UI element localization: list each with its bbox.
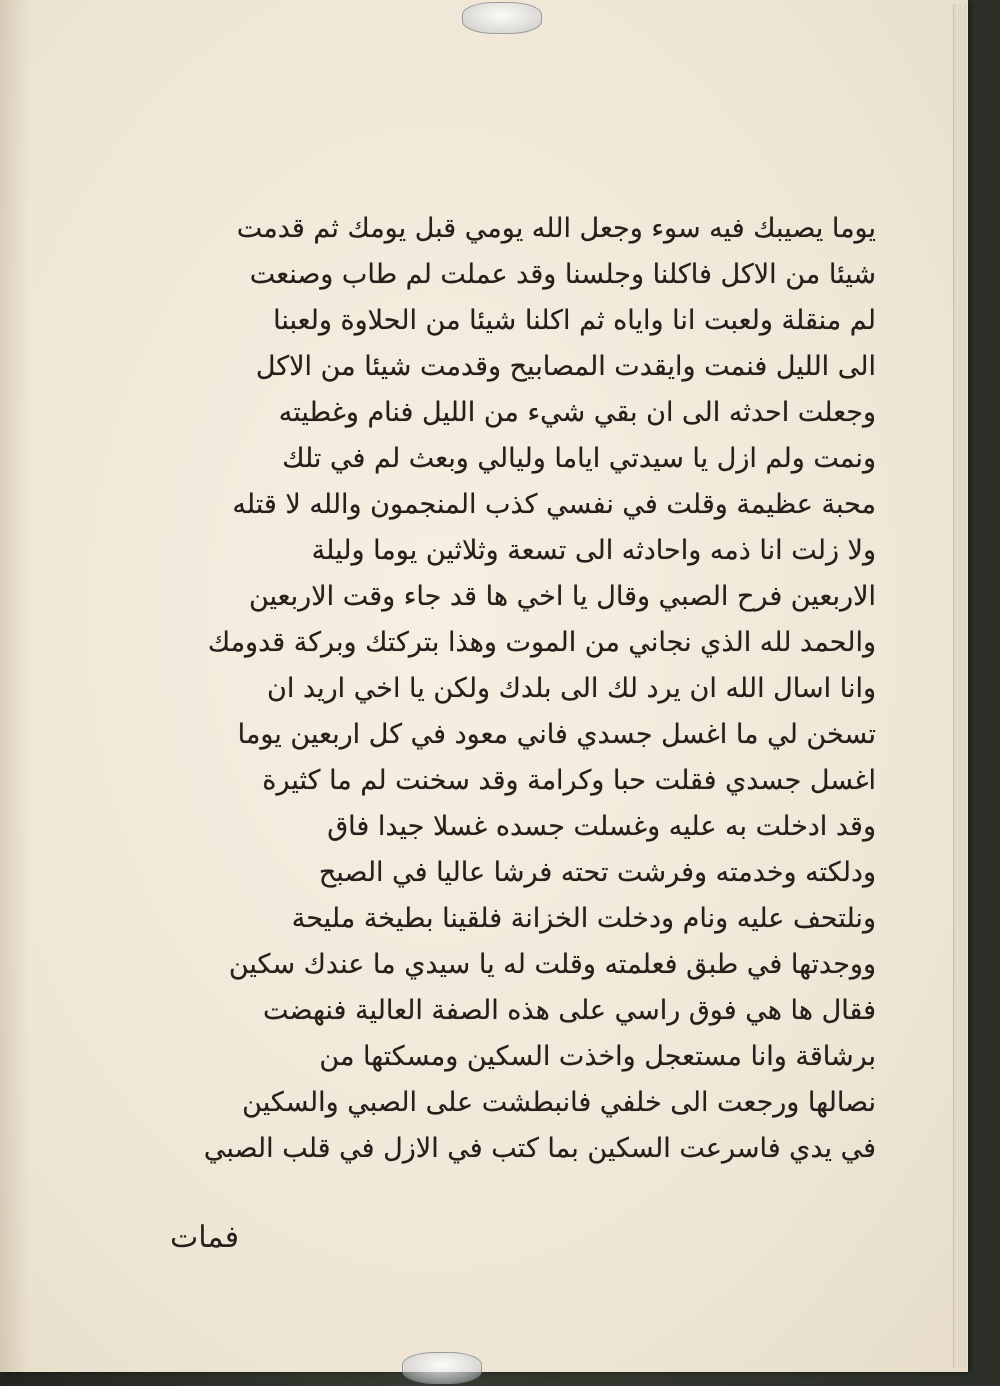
bottom-page-clip: [402, 1352, 482, 1384]
text-line: برشاقة وانا مستعجل واخذت السكين ومسكتها من: [319, 1041, 876, 1072]
text-line: ونمت ولم ازل يا سيدتي اياما وليالي وبعث لم في تلك: [282, 443, 876, 474]
manuscript-text: [112, 206, 876, 1172]
text-line: محبة عظيمة وقلت في نفسي كذب المنجمون والله لا قتله: [232, 489, 876, 520]
page-edges: [953, 4, 968, 1368]
text-line: في يدي فاسرعت السكين بما كتب في الازل في قلب الصبي: [203, 1133, 876, 1164]
text-line: يوما يصيبك فيه سوء وجعل الله يومي قبل يومك ثم قدمت: [236, 213, 876, 244]
text-line: لم منقلة ولعبت انا واياه ثم اكلنا شيئا من الحلاوة ولعبنا: [273, 305, 876, 336]
text-line: نصالها ورجعت الى خلفي فانبطشت على الصبي والسكين: [242, 1087, 876, 1118]
text-line: والحمد لله الذي نجاني من الموت وهذا بتركتك وبركة قدومك: [207, 627, 876, 658]
text-line: فقال ها هي فوق راسي على هذه الصفة العالية فنهضت: [263, 995, 876, 1026]
text-line: ووجدتها في طبق فعلمته وقلت له يا سيدي ما عندك سكين: [228, 949, 876, 980]
top-page-clip: [462, 2, 542, 34]
text-line: الاربعين فرح الصبي وقال يا اخي ها قد جاء وقت الاربعين: [248, 581, 876, 612]
text-line: اغسل جسدي فقلت حبا وكرامة وقد سخنت لم ما كثيرة: [262, 765, 876, 796]
text-line: الى الليل فنمت وايقدت المصابيح وقدمت شيئا من الاكل: [255, 351, 876, 382]
text-line: وجعلت احدثه الى ان بقي شيء من الليل فنام وغطيته: [278, 397, 876, 428]
text-line: وانا اسال الله ان يرد لك الى بلدك ولكن يا اخي اريد ان: [267, 673, 876, 704]
text-line: تسخن لي ما اغسل جسدي فاني معود في كل اربعين يوما: [237, 719, 876, 750]
text-line: ولا زلت انا ذمه واحادثه الى تسعة وثلاثين يوما وليلة: [311, 535, 876, 566]
text-line: وقد ادخلت به عليه وغسلت جسده غسلا جيدا فاق: [327, 811, 876, 842]
text-line: شيئا من الاكل فاكلنا وجلسنا وقد عملت لم طاب وصنعت: [249, 259, 876, 290]
text-line: ونلتحف عليه ونام ودخلت الخزانة فلقينا بطيخة مليحة: [291, 903, 876, 934]
catchword: فمات: [170, 1220, 240, 1255]
page-gutter: [0, 0, 30, 1372]
text-line: ودلكته وخدمته وفرشت تحته فرشا عاليا في الصبح: [318, 857, 876, 888]
